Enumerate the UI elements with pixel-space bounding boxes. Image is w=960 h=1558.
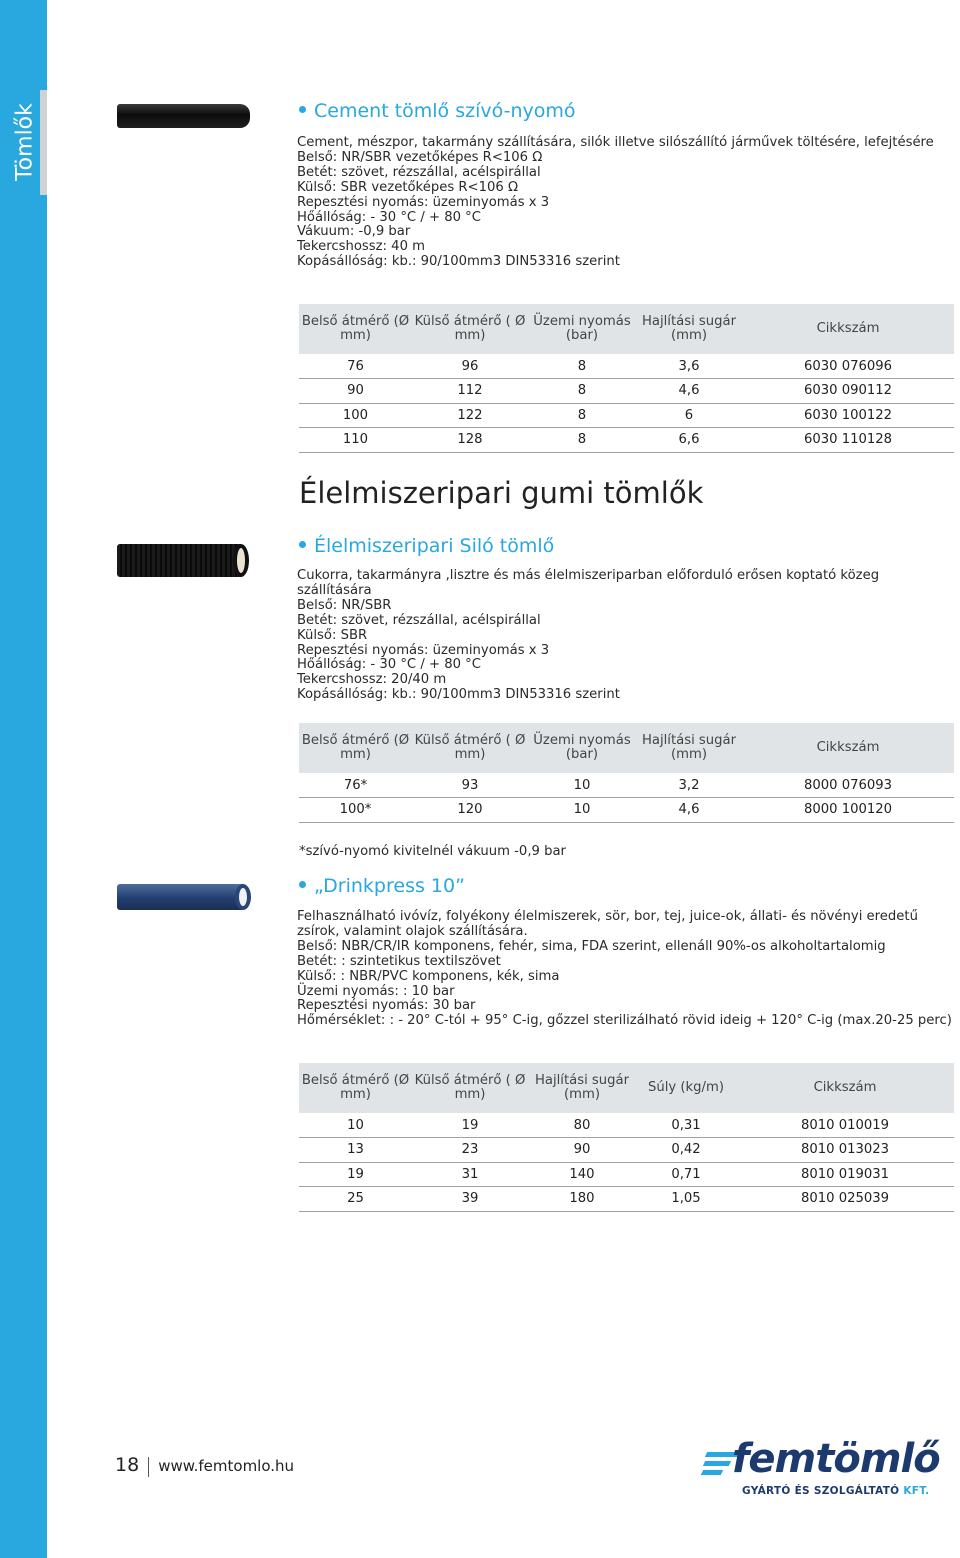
- footnote-vacuum: *szívó-nyomó kivitelnél vákuum -0,9 bar: [299, 844, 566, 859]
- column-header: Súly (kg/m): [636, 1063, 736, 1113]
- company-logo: [700, 1436, 940, 1500]
- column-header: Külső átmérő ( Ø mm): [412, 1063, 528, 1113]
- product-title-silo: Élelmiszeripari Siló tömlő: [299, 535, 554, 557]
- table-row: 110 128 8 6,6 6030 110128: [299, 428, 954, 453]
- silo-hose-image: [117, 544, 243, 577]
- side-bar: [0, 0, 47, 1558]
- product-description-silo: Cukorra, takarmányra ,lisztre és más élelmiszeriparban előforduló erősen koptató közeg szállítására Belső: NR/SBR Betét: szövet, rézszállal, acélspirállal Külső: SBR Repesztési nyomás: üzeminyomás x 3 Hőállóság: - 30 °C / + 80 °C Tekercshossz: 20/40 m Kopásállóság: kb.: 90/100mm3 DIN53316 szerint: [297, 568, 880, 703]
- bullet-icon: [299, 541, 306, 548]
- table-row: 76* 93 10 3,2 8000 076093: [299, 773, 954, 798]
- cement-hose-image: [117, 104, 250, 128]
- footer-divider: [148, 1457, 149, 1477]
- column-header: Cikkszám: [736, 1063, 954, 1113]
- bullet-icon: [299, 106, 306, 113]
- table-row: 25 39 180 1,05 8010 025039: [299, 1187, 954, 1212]
- spec-table-cement: [299, 304, 954, 453]
- table-row: 13 23 90 0,42 8010 013023: [299, 1138, 954, 1163]
- table-row: 19 31 140 0,71 8010 019031: [299, 1162, 954, 1187]
- column-header: Üzemi nyomás (bar): [528, 723, 636, 773]
- logo-stripe-icon: [703, 1461, 731, 1466]
- table-header-row: [299, 723, 954, 773]
- spec-table-drinkpress: [299, 1063, 954, 1212]
- product-title-cement: Cement tömlő szívó-nyomó: [299, 100, 575, 122]
- table-row: 90 112 8 4,6 6030 090112: [299, 379, 954, 404]
- spec-table-silo: [299, 723, 954, 823]
- section-title: Élelmiszeripari gumi tömlők: [299, 476, 704, 510]
- logo-tagline: GYÁRTÓ ÉS SZOLGÁLTATÓ KFT.: [742, 1485, 930, 1497]
- column-header: Cikkszám: [742, 304, 954, 354]
- page-footer: [115, 1454, 294, 1477]
- side-tab-label: Tömlők: [12, 103, 38, 181]
- column-header: Cikkszám: [742, 723, 954, 773]
- table-row: 76 96 8 3,6 6030 076096: [299, 354, 954, 379]
- page-number: 18: [115, 1454, 140, 1476]
- website-link[interactable]: www.femtomlo.hu: [158, 1457, 295, 1475]
- table-row: 10 19 80 0,31 8010 010019: [299, 1113, 954, 1138]
- product-description-cement: Cement, mészpor, takarmány szállítására, silók illetve silószállító járművek töltésére, lefejtésére Belső: NR/SBR vezetőképes R<106 Ω Betét: szövet, rézszállal, acélspirállal Külső: SBR vezetőképes R<106 Ω Repesztési nyomás: üzeminyomás x 3 Hőállóság: - 30 °C / + 80 °C Vákuum: -0,9 bar Tekercshossz: 40 m Kopásállóság: kb.: 90/100mm3 DIN53316 szerint: [297, 135, 934, 270]
- column-header: Belső átmérő (Ø mm): [299, 304, 412, 354]
- column-header: Külső átmérő ( Ø mm): [412, 304, 528, 354]
- column-header: Belső átmérő (Ø mm): [299, 1063, 412, 1113]
- column-header: Belső átmérő (Ø mm): [299, 723, 412, 773]
- column-header: Üzemi nyomás (bar): [528, 304, 636, 354]
- column-header: Hajlítási sugár (mm): [528, 1063, 636, 1113]
- drinkpress-hose-image: [117, 884, 245, 910]
- column-header: Hajlítási sugár (mm): [636, 723, 742, 773]
- column-header: Külső átmérő ( Ø mm): [412, 723, 528, 773]
- product-description-drinkpress: Felhasználható ivóvíz, folyékony élelmiszerek, sör, bor, tej, juice-ok, állati- és növényi eredetű zsírok, valamint olajok szállítására. Belső: NBR/CR/IR komponens, fehér, sima, FDA szerint, ellenáll 90%-os alkoholtartalomig Betét: : szintetikus textilszövet Külső: : NBR/PVC komponens, kék, sima Üzemi nyomás: : 10 bar Repesztési nyomás: 30 bar Hőmérséklet: : - 20° C-tól + 95° C-ig, gőzzel sterilizálható rövid ideig + 120° C-ig (max.20-25 perc): [297, 909, 952, 1029]
- logo-stripe-icon: [701, 1470, 723, 1475]
- logo-wordmark: femtömlő: [732, 1436, 940, 1482]
- product-title-drinkpress: „Drinkpress 10”: [299, 875, 465, 897]
- table-header-row: [299, 304, 954, 354]
- table-header-row: [299, 1063, 954, 1113]
- column-header: Hajlítási sugár (mm): [636, 304, 742, 354]
- table-row: 100 122 8 6 6030 100122: [299, 403, 954, 428]
- table-row: 100* 120 10 4,6 8000 100120: [299, 798, 954, 823]
- bullet-icon: [299, 881, 306, 888]
